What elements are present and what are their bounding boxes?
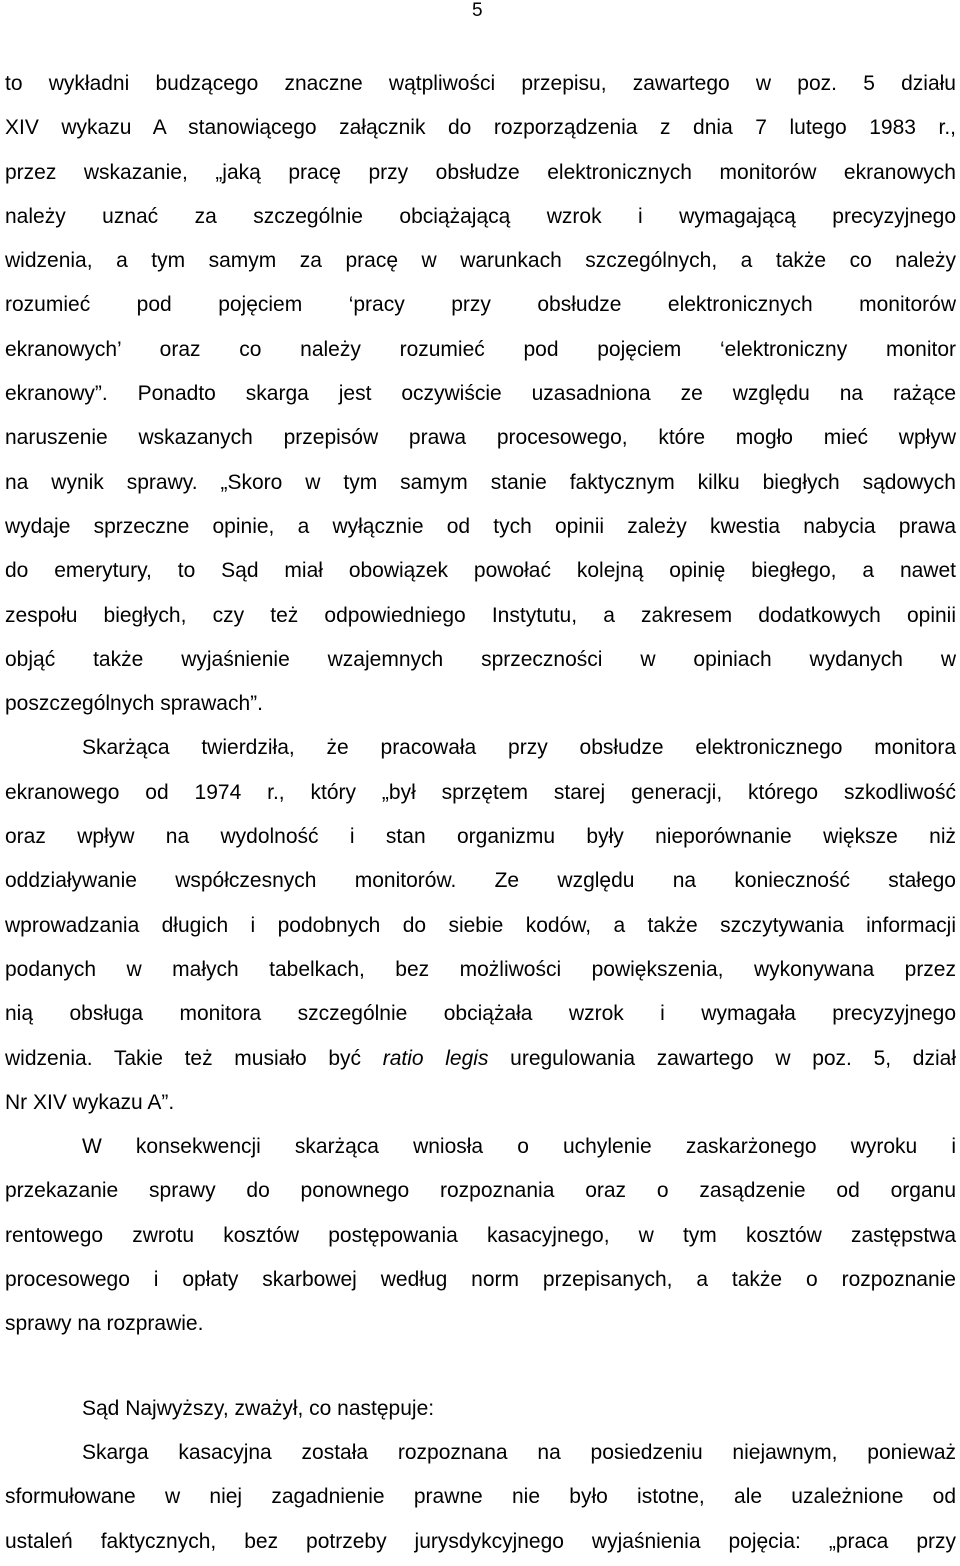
text-line: podanych w małych tabelkach, bez możliwości powiększenia, wykonywana przez xyxy=(5,957,956,981)
text-line: do emerytury, to Sąd miał obowiązek powołać kolejną opinię biegłego, a nawet xyxy=(5,559,956,583)
text-line: Skarżąca twierdziła, że pracowała przy obsłudze elektronicznego monitora xyxy=(82,736,956,760)
italic-term: ratio legis xyxy=(382,1046,489,1070)
text-line: ustaleń faktycznych, bez potrzeby jurysdykcyjnego wyjaśnienia pojęcia: „praca przy xyxy=(5,1529,956,1553)
text-segment: widzenia. Takie też musiało być xyxy=(5,1046,383,1070)
text-line: należy uznać za szczególnie obciążającą wzrok i wymagającą precyzyjnego xyxy=(5,204,956,228)
document-body xyxy=(5,62,956,1564)
page-number: 5 xyxy=(472,0,483,21)
text-line: rentowego zwrotu kosztów postępowania kasacyjnego, w tym kosztów zastępstwa xyxy=(5,1223,956,1247)
paragraph-2 xyxy=(5,726,956,1125)
text-line: Nr XIV wykazu A”. xyxy=(5,1090,175,1114)
text-line: ekranowych’ oraz co należy rozumieć pod pojęciem ‘elektroniczny monitor xyxy=(5,337,956,361)
section-gap xyxy=(5,1347,956,1387)
text-line: przekazanie sprawy do ponownego rozpoznania oraz o zasądzenie od organu xyxy=(5,1179,956,1203)
text-line: oraz wpływ na wydolność i stan organizmu były nieporównanie większe niż xyxy=(5,825,956,849)
text-line: poszczególnych sprawach”. xyxy=(5,692,263,716)
text-line: zespołu biegłych, czy też odpowiedniego Instytutu, a zakresem dodatkowych opinii xyxy=(5,603,956,627)
text-line: sformułowane w niej zagadnienie prawne nie było istotne, ale uzależnione od xyxy=(5,1485,956,1509)
text-line: objąć także wyjaśnienie wzajemnych sprzeczności w opiniach wydanych w xyxy=(5,647,956,671)
paragraph-1 xyxy=(5,62,956,726)
text-line: ekranowego od 1974 r., który „był sprzętem starej generacji, którego szkodliwość xyxy=(5,780,956,804)
text-line: Skarga kasacyjna została rozpoznana na posiedzeniu niejawnym, ponieważ xyxy=(82,1440,956,1464)
text-line: przez wskazanie, „jaką pracę przy obsłudze elektronicznych monitorów ekranowych xyxy=(5,160,956,184)
text-line: to wykładni budzącego znaczne wątpliwości przepisu, zawartego w poz. 5 działu xyxy=(5,72,956,95)
text-line: W konsekwencji skarżąca wniosła o uchylenie zaskarżonego wyroku i xyxy=(82,1135,956,1159)
text-line: naruszenie wskazanych przepisów prawa procesowego, które mogło mieć wpływ xyxy=(5,426,956,450)
text-line: ekranowy”. Ponadto skarga jest oczywiście uzasadniona ze względu na rażące xyxy=(5,382,956,406)
text-line: sprawy na rozprawie. xyxy=(5,1312,204,1336)
text-line: procesowego i opłaty skarbowej według norm przepisanych, a także o rozpoznanie xyxy=(5,1268,956,1292)
text-line: rozumieć pod pojęciem ‘pracy przy obsłudze elektronicznych monitorów xyxy=(5,293,956,317)
text-line: widzenia, a tym samym za pracę w warunkach szczególnych, a także co należy xyxy=(5,249,956,273)
text-line: nią obsługa monitora szczególnie obciążała wzrok i wymagała precyzyjnego xyxy=(5,1002,956,1026)
paragraph-4 xyxy=(5,1431,956,1564)
text-segment: uregulowania zawartego w poz. 5, dział xyxy=(488,1046,956,1070)
text-line: wydaje sprzeczne opinie, a wyłącznie od tych opinii zależy kwestia nabycia prawa xyxy=(5,514,956,538)
section-heading xyxy=(5,1387,956,1431)
text-line: wprowadzania długich i podobnych do siebie kodów, a także szczytywania informacji xyxy=(5,913,956,937)
heading-text: Sąd Najwyższy, zważył, co następuje: xyxy=(82,1396,435,1420)
text-line: na wynik sprawy. „Skoro w tym samym stanie faktycznym kilku biegłych sądowych xyxy=(5,470,956,494)
text-line-with-italic xyxy=(5,1037,956,1081)
text-line: XIV wykazu A stanowiącego załącznik do rozporządzenia z dnia 7 lutego 1983 r., xyxy=(5,116,956,140)
text-line: oddziaływanie współczesnych monitorów. Ze względu na konieczność stałego xyxy=(5,869,956,893)
paragraph-3 xyxy=(5,1125,956,1346)
